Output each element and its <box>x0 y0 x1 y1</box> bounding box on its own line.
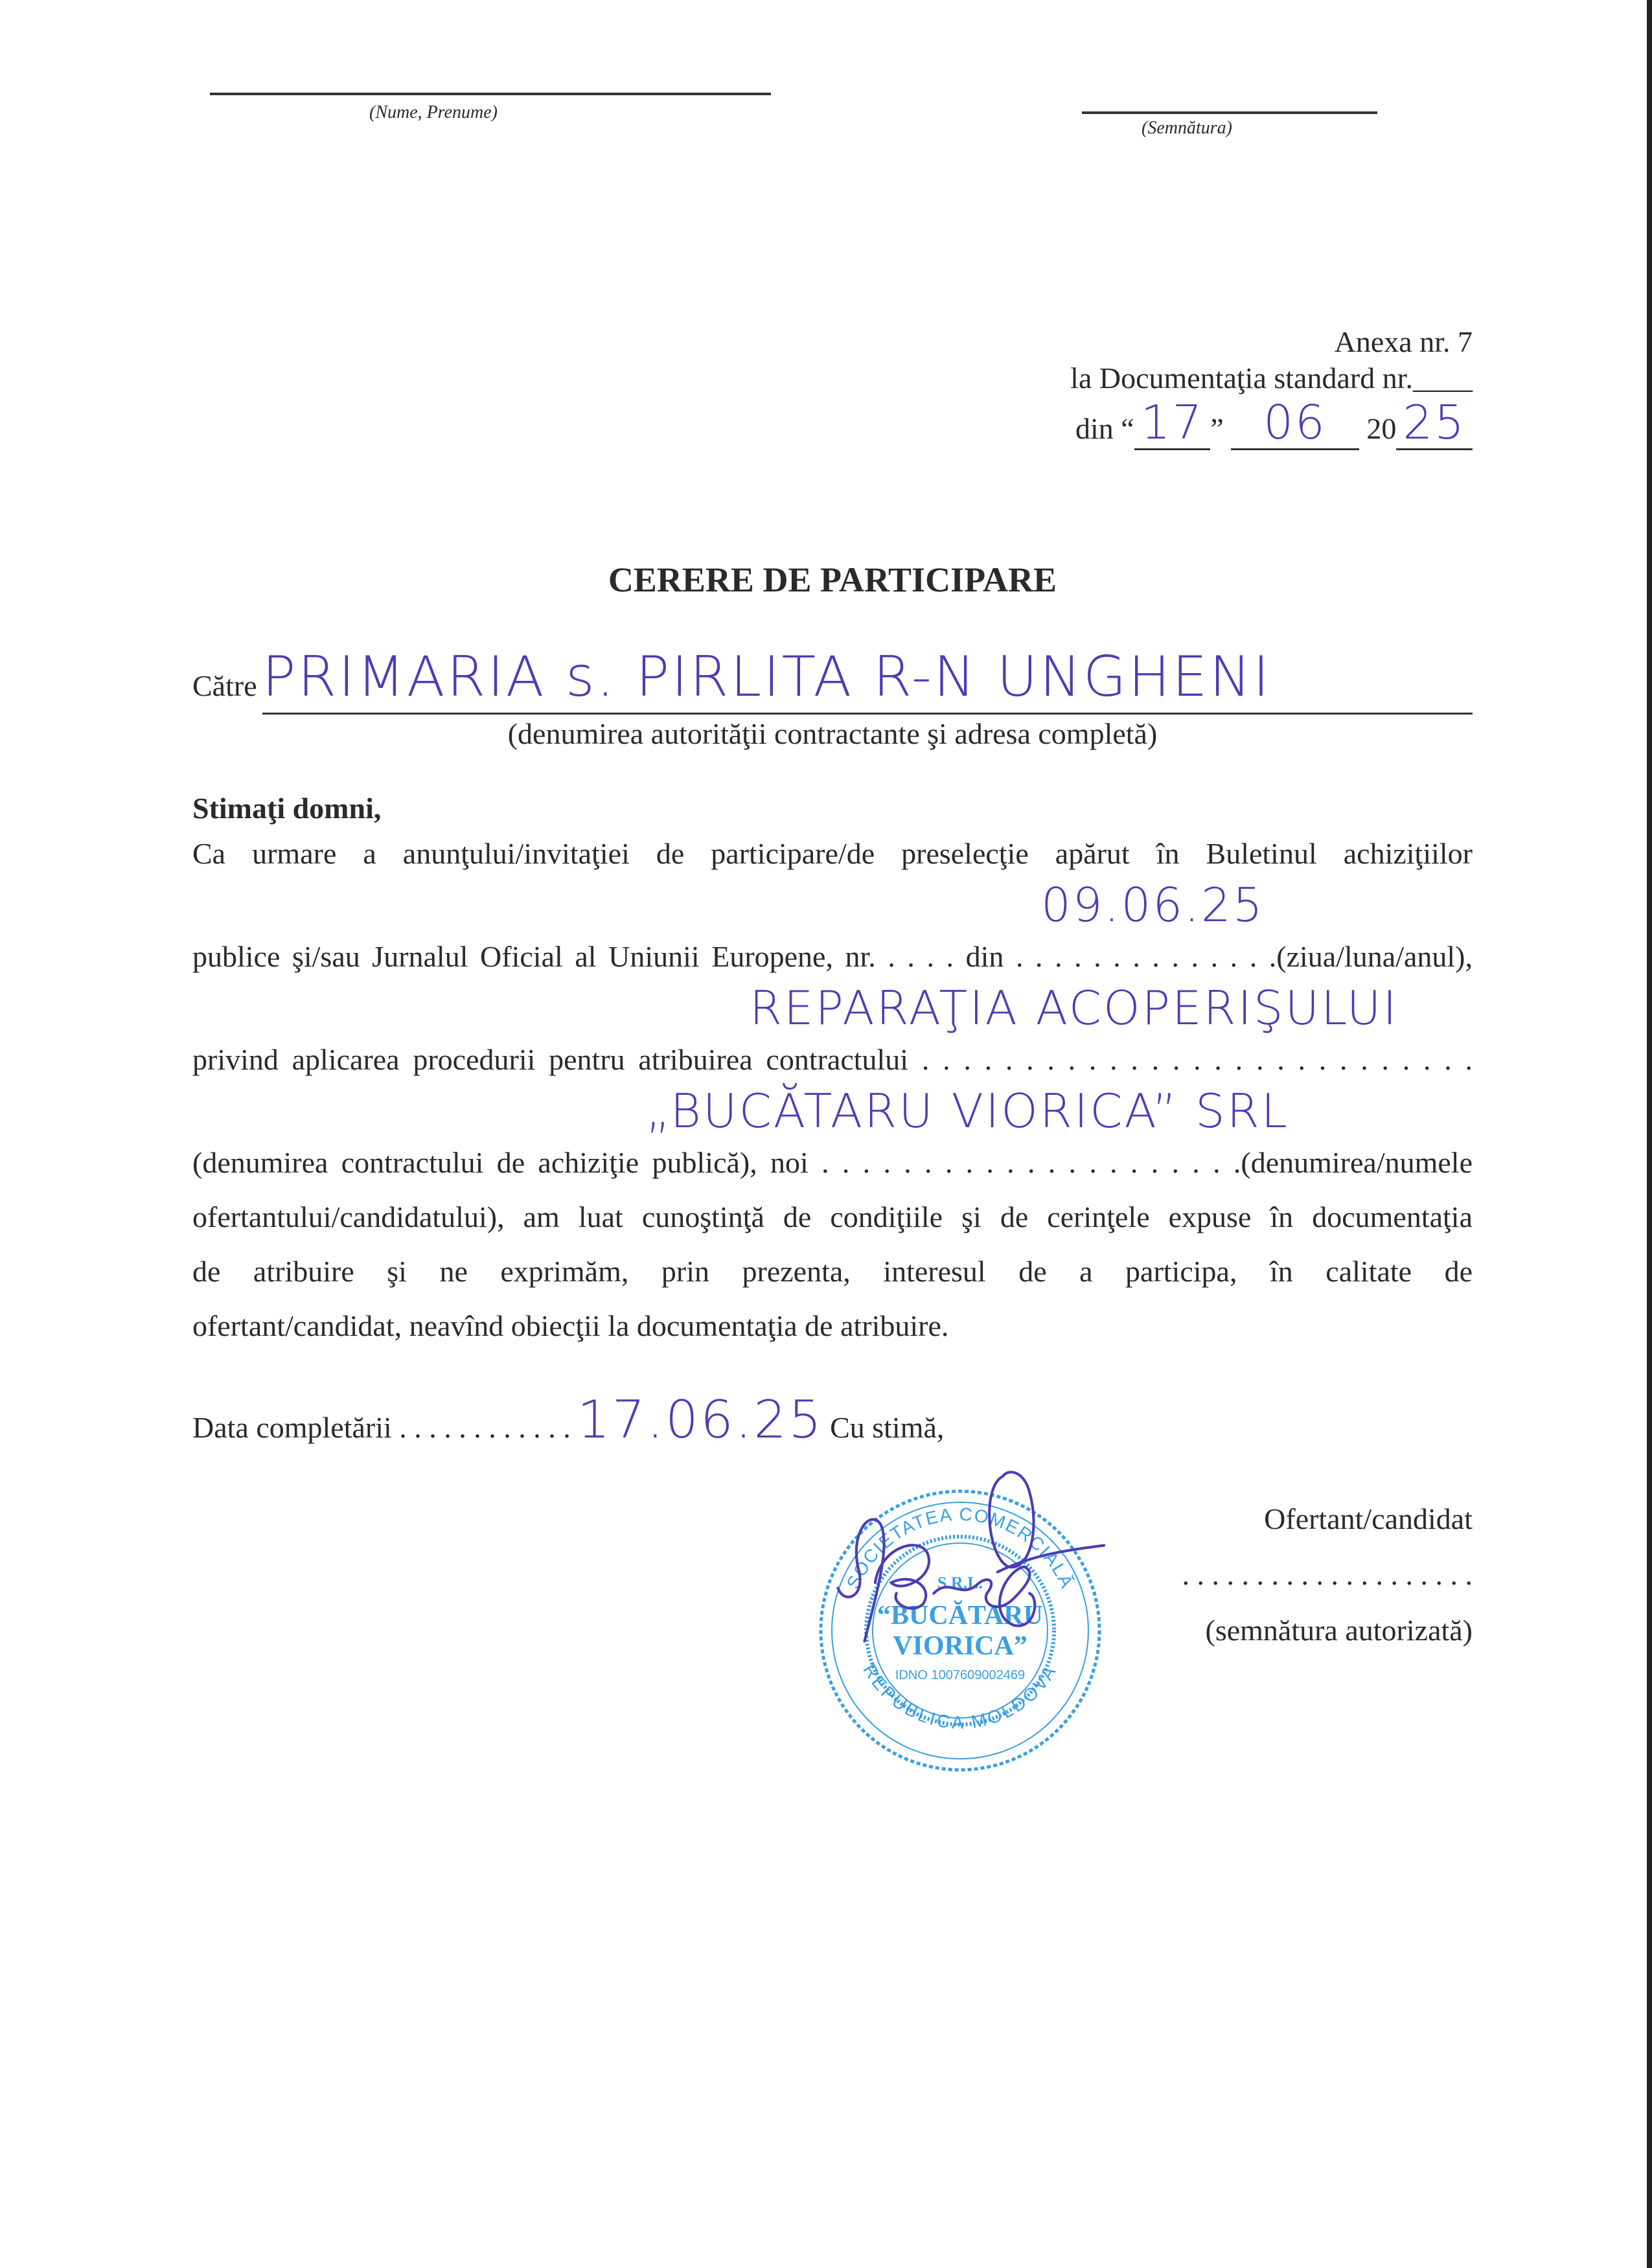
recipient-label: Către <box>192 669 257 702</box>
paragraph-line-3: privind aplicarea procedurii pentru atribuirea contractului . . . . . . . . . . . . . . . . . . . . . . . . . . . <box>192 1043 1473 1076</box>
name-label: (Nume, Prenume) <box>369 102 498 122</box>
paragraph-line-7: ofertant/candidat, neavînd obiecţii la documentaţia de atribuire. <box>192 1309 949 1342</box>
recipient-row <box>192 641 1473 715</box>
page-title: CERERE DE PARTICIPARE <box>608 560 1057 599</box>
signature-caption: (semnătura autorizată) <box>1205 1614 1473 1647</box>
hand-bidder-name: „BUCĂTARU VIORICA” SRL <box>646 1084 1289 1138</box>
recipient-handwritten: PRIMARIA s. PIRLITA R-N UNGHENI <box>262 641 1473 715</box>
stamp-srl: S.R.L. <box>937 1574 983 1592</box>
hand-month: 06 <box>1231 396 1359 450</box>
scan-edge <box>1647 0 1652 2268</box>
completion-date-label: Data completării . . . . . . . . . . . . <box>192 1411 571 1444</box>
stamp-idno: IDNO 1007609002469 <box>895 1668 1026 1682</box>
paragraph-line-1: Ca urmare a anunţului/invitaţiei de participare/de preselecţie apărut în Buletinul achiziţiilor <box>192 837 1473 870</box>
annex-date <box>192 396 1473 460</box>
din-mid: ” <box>1210 412 1224 445</box>
completion-row <box>192 1388 1473 1452</box>
paragraph-line-6: de atribuire şi ne exprimăm, prin prezenta, interesul de a participa, în calitate de <box>192 1255 1473 1288</box>
recipient-caption: (denumirea autorităţii contractante şi adresa completă) <box>507 717 1158 750</box>
stamp-outer-bottom: REPUBLICA MOLDOVA <box>859 1660 1061 1733</box>
signature-line <box>1082 111 1377 114</box>
hand-announcement-date: 09.06.25 <box>1041 878 1265 932</box>
hand-year: 25 <box>1396 396 1473 450</box>
name-line <box>210 93 771 95</box>
bidder-label: Ofertant/candidat <box>1264 1502 1473 1535</box>
greeting: Stimaţi domni, <box>192 792 382 825</box>
closing: Cu stimă, <box>830 1411 945 1444</box>
paragraph-line-4: (denumirea contractului de achiziţie publică), noi . . . . . . . . . . . . . . . . . . . . .(denumirea/numele <box>192 1146 1473 1179</box>
din-prefix: din “ <box>1075 412 1134 445</box>
hand-completion-date: 17.06.25 <box>577 1390 824 1450</box>
document-body <box>192 324 1473 1802</box>
hand-day: 17 <box>1134 396 1211 450</box>
handwritten-signature <box>827 1465 1125 1647</box>
signature-label: (Semnătura) <box>1141 118 1232 138</box>
paragraph-line-5: ofertantului/candidatului), am luat cunoştinţă de condiţiile şi de cerinţele expuse în documentaţia <box>192 1200 1473 1233</box>
stamp-name-2: VIORICA” <box>893 1631 1027 1661</box>
stamp-name-1: “BUCĂTARU <box>877 1601 1043 1631</box>
year-prefix: 20 <box>1366 412 1397 445</box>
annex-standard: la Documentaţia standard nr.____ <box>1070 361 1473 395</box>
signature-block <box>192 1465 1473 1802</box>
hand-contract-name: REPARAŢIA ACOPERIŞULUI <box>750 981 1399 1035</box>
annex-number: Anexa nr. 7 <box>1334 325 1473 358</box>
signature-dots: . . . . . . . . . . . . . . . . . . . . <box>1182 1558 1473 1591</box>
stamp-outer-top: SOCIETATEA COMERCIALĂ <box>842 1504 1078 1592</box>
paragraph-line-2: publice şi/sau Jurnalul Oficial al Uniunii Europene, nr. . . . . din . . . . . . . . . . . . . .(ziua/luna/anul), <box>192 940 1473 973</box>
bidder-signature-labels <box>1182 1491 1473 1658</box>
